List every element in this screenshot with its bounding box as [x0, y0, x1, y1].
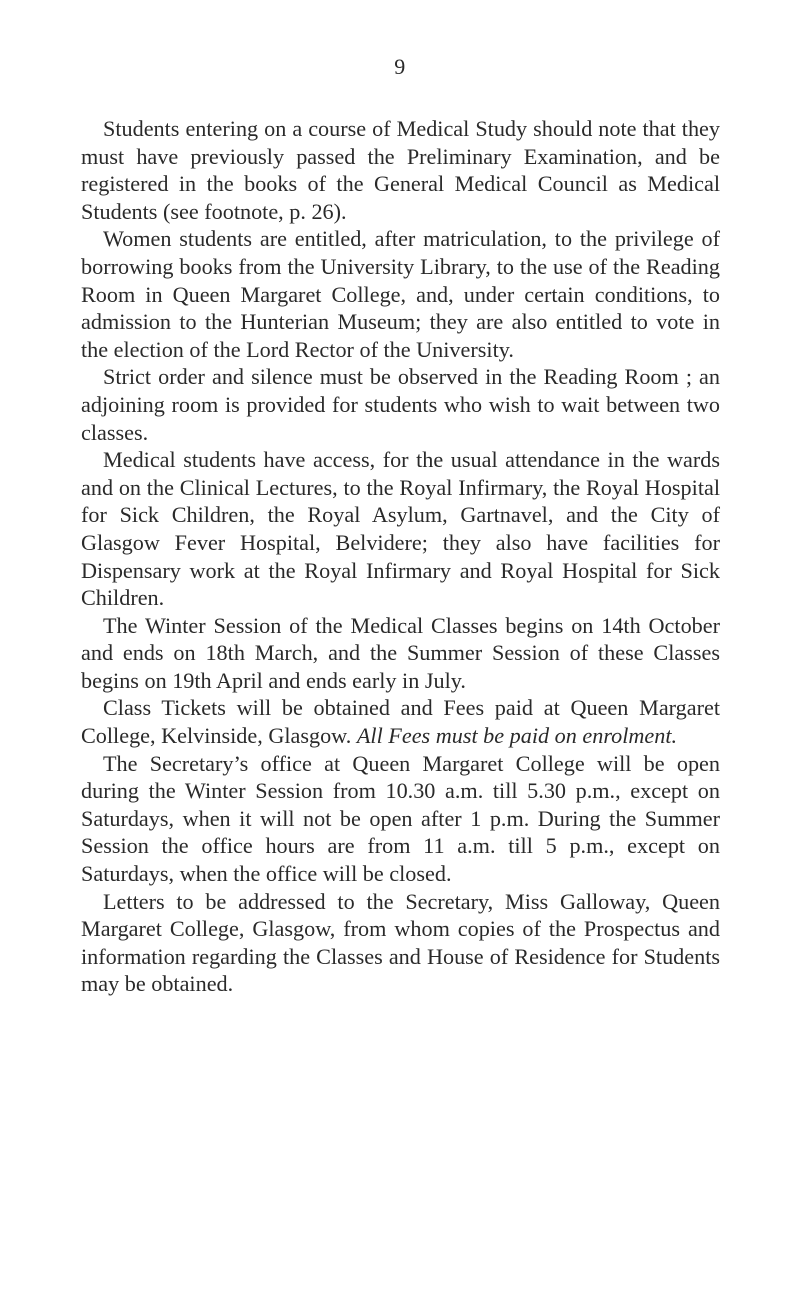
paragraph-class-tickets-fees	[81, 694, 720, 749]
body-text	[81, 115, 720, 998]
paragraph-medical-study-registration: Students entering on a course of Medical Study should note that they must have previously passed the Preliminary Examination, and be registered in the books of the General Medical Council as Medical Students (see footnote, p. 26).	[81, 116, 720, 224]
class-tickets-text: Class Tickets will be obtained and Fees paid at Queen Margaret College, Kelvinside, Glasgow.	[81, 695, 720, 749]
page-number: 9	[394, 54, 406, 79]
paragraph-reading-room-rules: Strict order and silence must be observed in the Reading Room ; an adjoining room is provided for students who wish to wait between two classes.	[81, 364, 720, 445]
paragraph-session-dates: The Winter Session of the Medical Classes begins on 14th October and ends on 18th March, and the Summer Session of these Classes begins on 19th April and ends early in July.	[81, 612, 720, 693]
paragraph-letters-secretary: Letters to be addressed to the Secretary, Miss Galloway, Queen Margaret College, Glasgow, from whom copies of the Prospectus and information regarding the Classes and House of Residence for Students may be obtained.	[81, 888, 720, 997]
paragraph-office-hours: The Secretary’s office at Queen Margaret College will be open during the Winter Session from 10.30 a.m. till 5.30 p.m., except on Saturdays, when it will not be open after 1 p.m. During the Summer Session the office hours are from 11 a.m. till 5 p.m., except on Saturdays, when the office will be closed.	[81, 750, 720, 887]
paragraph-hospital-access: Medical students have access, for the usual attendance in the wards and on the Clinical Lectures, to the Royal Infirmary, the Royal Hospital for Sick Children, the Royal Asylum, Gartnavel, and the City of Glasgow Fever Hospital, Belvidere; they also have facilities for Dispensary work at the Royal Infirmary and Royal Hospital for Sick Children.	[81, 447, 720, 611]
paragraph-women-students-privileges: Women students are entitled, after matriculation, to the privilege of borrowing books from the University Library, to the use of the Reading Room in Queen Margaret College, and, under certain conditions, to admission to the Hunterian Museum; they are also entitled to vote in the election of the Lord Rector of the University.	[81, 226, 720, 362]
fees-emphasis: All Fees must be paid on enrolment.	[356, 723, 678, 749]
